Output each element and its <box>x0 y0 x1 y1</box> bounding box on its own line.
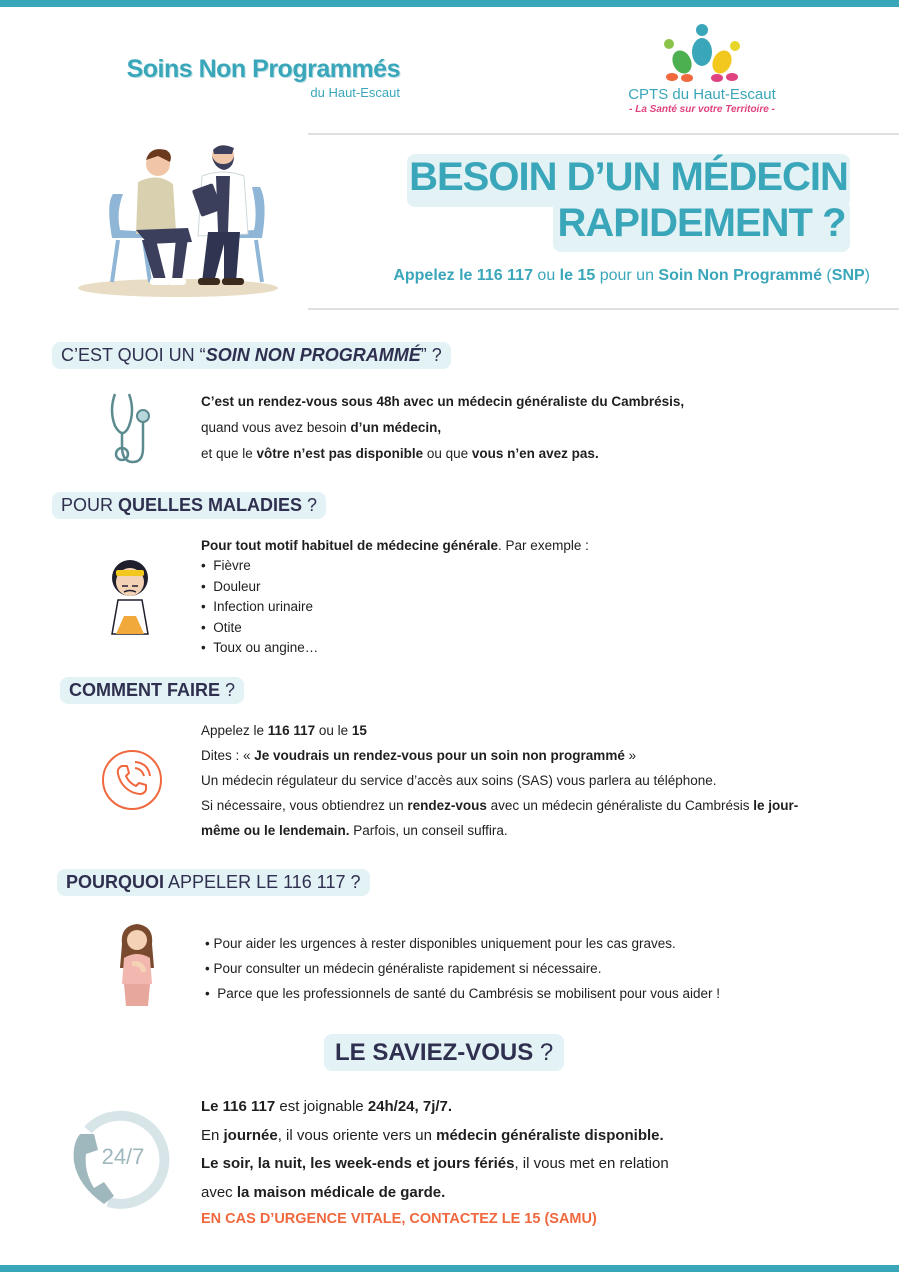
woman-illustration <box>112 922 162 1006</box>
info-line-part: médecin généraliste disponible. <box>436 1127 664 1144</box>
howto-line <box>201 723 367 738</box>
illness-item-label: Otite <box>213 620 242 635</box>
info-line-part: Le 116 117 <box>201 1098 276 1115</box>
snp-line-part: vôtre n’est pas disponible <box>256 446 424 461</box>
stethoscope-icon <box>105 390 155 470</box>
icon-24-7-label: 24/7 <box>101 1144 145 1169</box>
howto-line-part: rendez-vous <box>407 798 487 813</box>
illness-item: • Toux ou angine… <box>201 640 319 655</box>
hero-subtitle-part: ) <box>864 267 870 284</box>
howto-line-part: Appelez le <box>201 723 268 738</box>
top-accent-bar <box>0 0 899 7</box>
howto-line <box>201 823 508 838</box>
illnesses-intro-part: . Par exemple : <box>498 538 589 553</box>
heading-part: ” ? <box>420 345 442 365</box>
section-heading-illnesses <box>52 492 326 519</box>
info-line-part: avec <box>201 1184 237 1201</box>
doctor-patient-illustration <box>78 142 283 298</box>
howto-line-part: » <box>624 748 637 763</box>
heading-part: ? <box>220 680 236 700</box>
illness-item: • Otite <box>201 620 242 635</box>
heading-part: ? <box>533 1039 554 1066</box>
heading-part: ? <box>302 495 318 515</box>
section-heading-how-to <box>60 677 244 704</box>
hero-title-line1: BESOIN D’UN MÉDECIN <box>409 155 848 199</box>
section-heading-what-is-snp <box>52 342 451 369</box>
snp-line <box>201 446 599 461</box>
why-item: • Pour aider les urgences à rester disponibles uniquement pour les cas graves. <box>205 936 676 951</box>
snp-line <box>201 420 441 435</box>
section-heading-did-you-know <box>324 1034 564 1071</box>
hero-subtitle-part: pour un <box>595 267 659 284</box>
info-line-part: est joignable <box>275 1098 368 1115</box>
howto-line-part: le jour- <box>753 798 799 813</box>
snp-line-part: ou que <box>423 446 472 461</box>
howto-line-part: ou le <box>315 723 352 738</box>
hero-title-line2: RAPIDEMENT ? <box>557 201 846 245</box>
illness-item-label: Fièvre <box>213 558 251 573</box>
emergency-notice: EN CAS D’URGENCE VITALE, CONTACTEZ LE 15 (SAMU) <box>201 1211 597 1227</box>
info-line <box>201 1155 669 1172</box>
hero-subtitle-part: SNP <box>831 267 865 284</box>
howto-line-part: Un médecin régulateur du service d’accès aux soins (SAS) vous parlera au téléphone. <box>201 773 717 788</box>
info-line-part: , il vous oriente vers un <box>277 1127 437 1144</box>
why-item-label: Pour consulter un médecin généraliste rapidement si nécessaire. <box>213 961 602 976</box>
howto-line <box>201 773 717 788</box>
why-item-label: Pour aider les urgences à rester disponibles uniquement pour les cas graves. <box>213 936 676 951</box>
section-heading-why-call <box>57 869 370 896</box>
logo-name: CPTS du Haut-Escaut <box>628 86 776 103</box>
cpts-logo-mark-icon <box>612 22 792 86</box>
howto-line-part: avec un médecin généraliste du Cambrésis <box>486 798 754 813</box>
howto-line <box>201 798 798 813</box>
brand-subtitle: du Haut-Escaut <box>310 85 400 100</box>
info-line-part: Le soir, la nuit, les week-ends et jours fériés <box>201 1155 515 1172</box>
divider <box>308 133 899 135</box>
brand-block <box>120 55 400 100</box>
hero-subtitle-part: le 15 <box>559 267 596 284</box>
howto-line-part: 15 <box>351 723 367 738</box>
illnesses-intro <box>201 538 589 553</box>
info-line <box>201 1184 445 1201</box>
info-line-part: la maison médicale de garde. <box>236 1184 446 1201</box>
heading-part: SOIN NON PROGRAMMÉ <box>205 345 421 365</box>
info-line-part: En <box>201 1127 224 1144</box>
info-line-part: , il vous met en relation <box>514 1155 669 1172</box>
info-line <box>201 1098 452 1115</box>
howto-line-part: 116 117 <box>267 723 316 738</box>
illness-item: • Fièvre <box>201 558 251 573</box>
hero-subtitle <box>380 267 870 285</box>
phone-call-icon <box>100 748 164 812</box>
why-item-label: Parce que les professionnels de santé du Cambrésis se mobilisent pour vous aider ! <box>217 986 721 1001</box>
bottom-accent-bar <box>0 1265 899 1272</box>
cpts-logo <box>612 22 792 122</box>
heading-part: C’EST QUOI UN “ <box>61 345 206 365</box>
info-line <box>201 1127 664 1144</box>
howto-line-part: même ou le lendemain. <box>201 823 350 838</box>
brand-title: Soins Non Programmés <box>126 55 400 83</box>
illness-item-label: Toux ou angine… <box>213 640 319 655</box>
heading-part: POURQUOI <box>66 872 165 892</box>
hero-subtitle-part: Soin Non Programmé <box>658 267 822 284</box>
howto-line-part: Dites : « <box>201 748 255 763</box>
info-line-part: 24h/24, 7j/7. <box>367 1098 453 1115</box>
snp-line-part: et que le <box>201 446 257 461</box>
illness-item: • Infection urinaire <box>201 599 314 614</box>
hero-subtitle-part: ou <box>532 267 560 284</box>
logo-tagline: - La Santé sur votre Territoire - <box>629 104 775 115</box>
illness-item-label: Douleur <box>213 579 261 594</box>
heading-part: QUELLES MALADIES <box>118 495 303 515</box>
hero-subtitle-part: Appelez le 116 117 <box>393 267 533 284</box>
info-line-part: journée <box>223 1127 278 1144</box>
why-item: • Pour consulter un médecin généraliste rapidement si nécessaire. <box>205 961 602 976</box>
phone-24-7-icon <box>68 1110 172 1210</box>
sick-child-icon <box>104 556 156 636</box>
snp-line-part: C’est un rendez-vous sous 48h avec un médecin généraliste du Cambrésis, <box>201 394 685 409</box>
heading-part: APPELER LE 116 117 ? <box>164 872 361 892</box>
snp-line-part: d’un médecin, <box>350 420 442 435</box>
heading-part: POUR <box>61 495 119 515</box>
howto-line-part: Si nécessaire, vous obtiendrez un <box>201 798 408 813</box>
illness-item-label: Infection urinaire <box>213 599 314 614</box>
heading-part: COMMENT FAIRE <box>69 680 220 700</box>
why-item: • Parce que les professionnels de santé du Cambrésis se mobilisent pour vous aider ! <box>205 986 721 1001</box>
howto-line <box>201 748 636 763</box>
snp-line-part: quand vous avez besoin <box>201 420 351 435</box>
illness-item: • Douleur <box>201 579 261 594</box>
howto-line-part: Parfois, un conseil suffira. <box>349 823 508 838</box>
snp-line <box>201 394 684 409</box>
hero-subtitle-part: ( <box>821 267 832 284</box>
snp-line-part: vous n’en avez pas. <box>471 446 599 461</box>
heading-part: LE SAVIEZ-VOUS <box>335 1039 534 1066</box>
divider <box>308 308 899 310</box>
illnesses-intro-part: Pour tout motif habituel de médecine générale <box>201 538 499 553</box>
howto-line-part: Je voudrais un rendez-vous pour un soin non programmé <box>254 748 625 763</box>
